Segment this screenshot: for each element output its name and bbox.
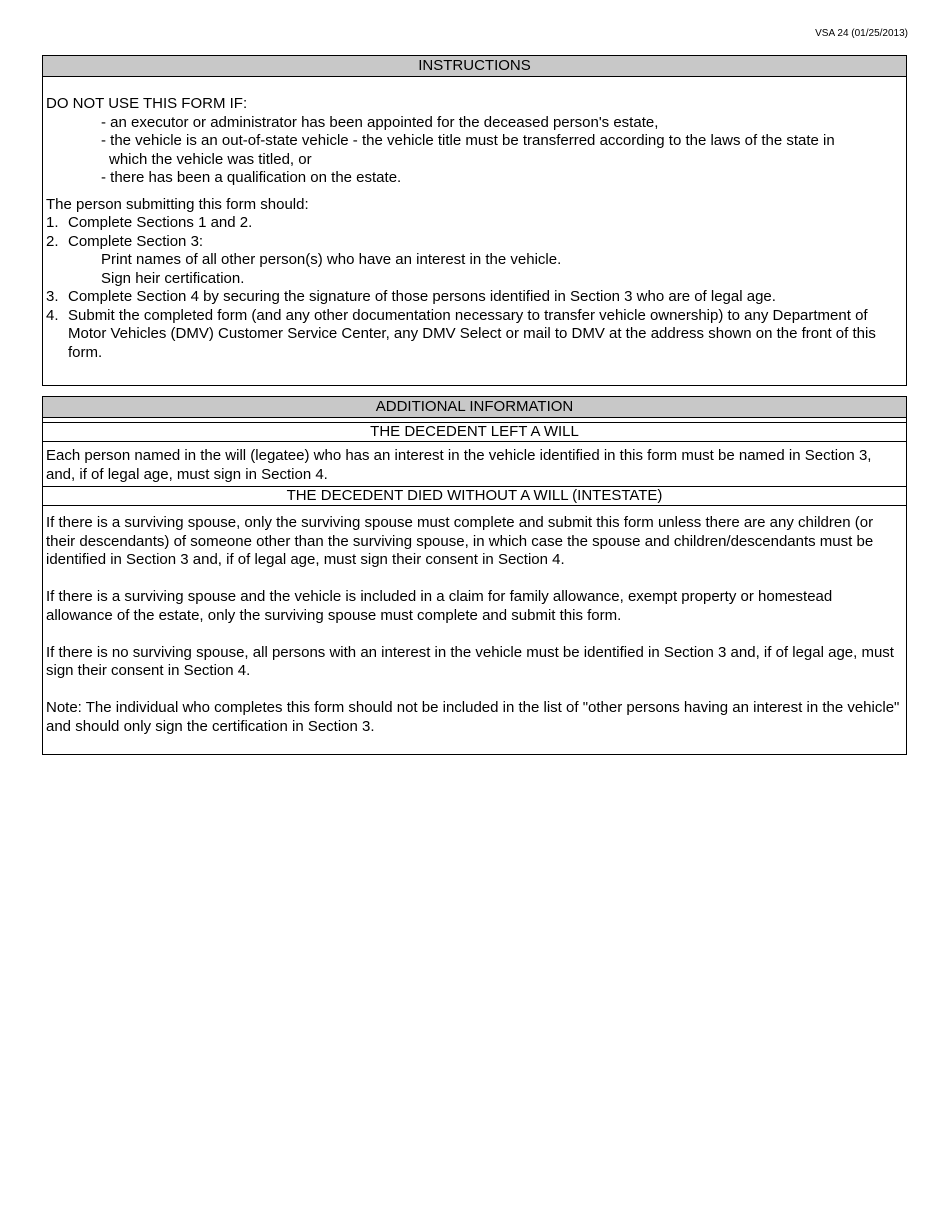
form-code: VSA 24 (01/25/2013) xyxy=(815,28,908,39)
do-not-use-item: - the vehicle is an out-of-state vehicle - the vehicle title must be transferred according to the laws of the state in xyxy=(101,132,835,149)
intestate-note: Note: The individual who completes this form should not be included in the list of "other persons having an interest in the vehicle" and should only sign the certification in Section 3. xyxy=(46,699,900,735)
will-subheader: THE DECEDENT LEFT A WILL xyxy=(43,422,906,442)
step-text: Complete Section 4 by securing the signature of those persons identified in Section 3 who are of legal age. xyxy=(68,288,776,305)
will-text: Each person named in the will (legatee) who has an interest in the vehicle identified in this form must be named in Section 3, and, if of legal age, must sign in Section 4. xyxy=(46,447,872,483)
intestate-paragraph: If there is a surviving spouse, only the surviving spouse must complete and submit this form unless there are any children (or their descendants) of someone other than the surviving spouse, in which case the spouse and children/descendants must be identified in Section 3 and, if of legal age, must sign their consent in Section 4. xyxy=(46,514,874,568)
do-not-use-item: - there has been a qualification on the estate. xyxy=(101,169,402,186)
step-text: Submit the completed form (and any other documentation necessary to transfer vehicle ownership) to any Department of Motor Vehicles (DMV) Customer Service Center, any DMV Select or mail to DMV at the address shown on the front of this form. xyxy=(68,306,876,361)
instructions-header: INSTRUCTIONS xyxy=(43,56,906,77)
intestate-paragraph: If there is no surviving spouse, all persons with an interest in the vehicle must be identified in Section 3 and, if of legal age, must sign their consent in Section 4. xyxy=(46,643,894,679)
step-item xyxy=(46,214,898,233)
step-number: 1. xyxy=(46,214,59,231)
intestate-paragraph: If there is a surviving spouse and the vehicle is included in a claim for family allowance, exempt property or homestead allowance of the estate, only the surviving spouse must complete and submit this form. xyxy=(46,588,833,624)
step-text: Complete Section 3: xyxy=(68,232,204,250)
step-item xyxy=(46,288,898,307)
do-not-use-item-continuation: which the vehicle was titled, or xyxy=(109,150,312,168)
step-number: 2. xyxy=(46,232,59,250)
step-item xyxy=(46,307,898,363)
do-not-use-heading: DO NOT USE THIS FORM IF: xyxy=(46,95,248,112)
step-subitem: Sign heir certification. xyxy=(101,269,245,287)
step-item xyxy=(46,233,898,252)
steps-block xyxy=(43,188,906,363)
step-text: Complete Sections 1 and 2. xyxy=(68,214,253,231)
step-number: 3. xyxy=(46,288,59,305)
do-not-use-block xyxy=(43,77,906,188)
additional-information-section xyxy=(42,396,907,755)
step-number: 4. xyxy=(46,306,59,324)
steps-intro: The person submitting this form should: xyxy=(46,195,309,213)
additional-information-header: ADDITIONAL INFORMATION xyxy=(43,397,906,418)
step-subitem: Print names of all other person(s) who have an interest in the vehicle. xyxy=(101,251,562,268)
do-not-use-item: - an executor or administrator has been appointed for the deceased person's estate, xyxy=(101,113,659,131)
instructions-section xyxy=(42,55,907,386)
intestate-subheader: THE DECEDENT DIED WITHOUT A WILL (INTESTATE) xyxy=(43,486,906,506)
